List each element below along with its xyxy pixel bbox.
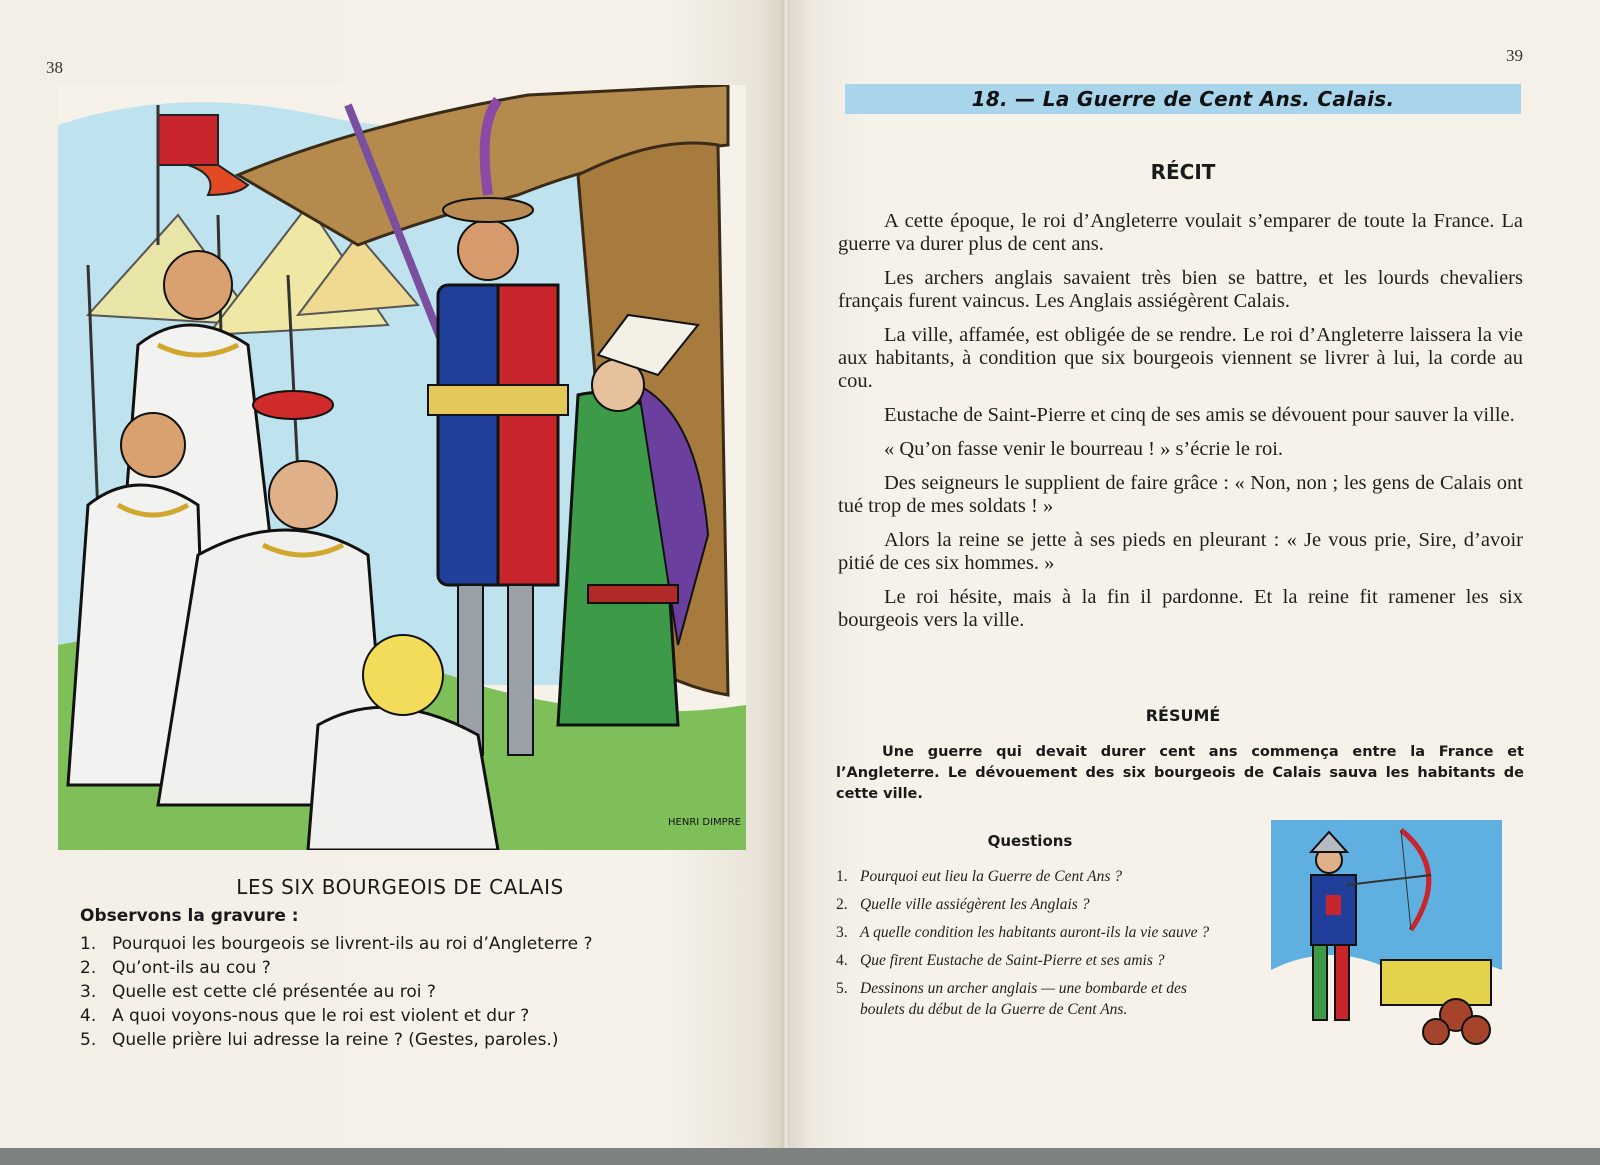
question-item: 4. Que firent Eustache de Saint-Pierre et ses amis ? <box>836 952 1165 969</box>
illustration-drawing <box>58 85 746 850</box>
observe-item: 1. Pourquoi les bourgeois se livrent-ils au roi d’Angleterre ? <box>80 934 593 954</box>
chapter-title-banner: 18. — La Guerre de Cent Ans. Calais. <box>845 84 1521 114</box>
resume-text: Une guerre qui devait durer cent ans commença entre la France et l’Angleterre. Le dévouement des six bourgeois de Calais sauva les habitants de cette ville. <box>836 744 1524 802</box>
illustration-signature: HENRI DIMPRE <box>668 817 741 828</box>
recit-paragraph: Le roi hésite, mais à la fin il pardonne. Et la reine fit ramener les six bourgeois vers la ville. <box>838 586 1523 631</box>
question-item: 3. A quelle condition les habitants auront-ils la vie sauve ? <box>836 924 1210 941</box>
caption-title: LES SIX BOURGEOIS DE CALAIS <box>236 875 564 899</box>
recit-paragraph: La ville, affamée, est obligée de se rendre. Le roi d’Angleterre laissera la vie aux habitants, à condition que six bourgeois viennent se livrer à lui, la corde au cou. <box>838 324 1523 392</box>
observe-questions-list <box>80 932 593 1052</box>
questions-heading: Questions <box>987 832 1073 850</box>
observe-title: Observons la gravure : <box>80 906 299 926</box>
recit-paragraph: Les archers anglais savaient très bien se battre, et les lourds chevaliers français furent vaincus. Les Anglais assiégèrent Calais. <box>838 267 1523 312</box>
observe-item: 2. Qu’ont-ils au cou ? <box>80 958 271 978</box>
left-page <box>0 0 784 1148</box>
book-bottom-edge <box>0 1148 1600 1165</box>
recit-heading: RÉCIT <box>1150 160 1216 184</box>
recit-paragraph: Alors la reine se jette à ses pieds en pleurant : « Je vous prie, Sire, d’avoir pitié de ces six hommes. » <box>838 529 1523 574</box>
questions-list <box>836 866 1231 1027</box>
recit-paragraph: Eustache de Saint-Pierre et cinq de ses amis se dévouent pour sauver la ville. <box>884 404 1515 426</box>
observe-item: 3. Quelle est cette clé présentée au roi ? <box>80 982 436 1002</box>
resume-heading: RÉSUMÉ <box>1145 706 1221 725</box>
question-item: 2. Quelle ville assiégèrent les Anglais ? <box>836 896 1090 913</box>
observe-item: 4. A quoi voyons-nous que le roi est violent et dur ? <box>80 1006 530 1026</box>
archer-drawing <box>1271 820 1502 1045</box>
question-item: 1. Pourquoi eut lieu la Guerre de Cent Ans ? <box>836 868 1123 885</box>
observe-item: 5. Quelle prière lui adresse la reine ? (Gestes, paroles.) <box>80 1030 559 1050</box>
recit-paragraph: « Qu’on fasse venir le bourreau ! » s’écrie le roi. <box>884 438 1284 460</box>
archer-illustration <box>1271 820 1502 1045</box>
calais-burghers-illustration <box>58 85 746 850</box>
page-number-left: 38 <box>46 58 63 77</box>
recit-paragraph: Des seigneurs le supplient de faire grâce : « Non, non ; les gens de Calais ont tué trop de mes soldats ! » <box>838 472 1523 517</box>
recit-body <box>838 210 1523 643</box>
recit-paragraph: A cette époque, le roi d’Angleterre voulait s’emparer de toute la France. La guerre va durer plus de cent ans. <box>838 210 1523 255</box>
question-item: 5. Dessinons un archer anglais — une bombarde et des boulets du début de la Guerre de Cent Ans. <box>836 980 1187 1018</box>
page-number-right: 39 <box>1506 46 1523 65</box>
